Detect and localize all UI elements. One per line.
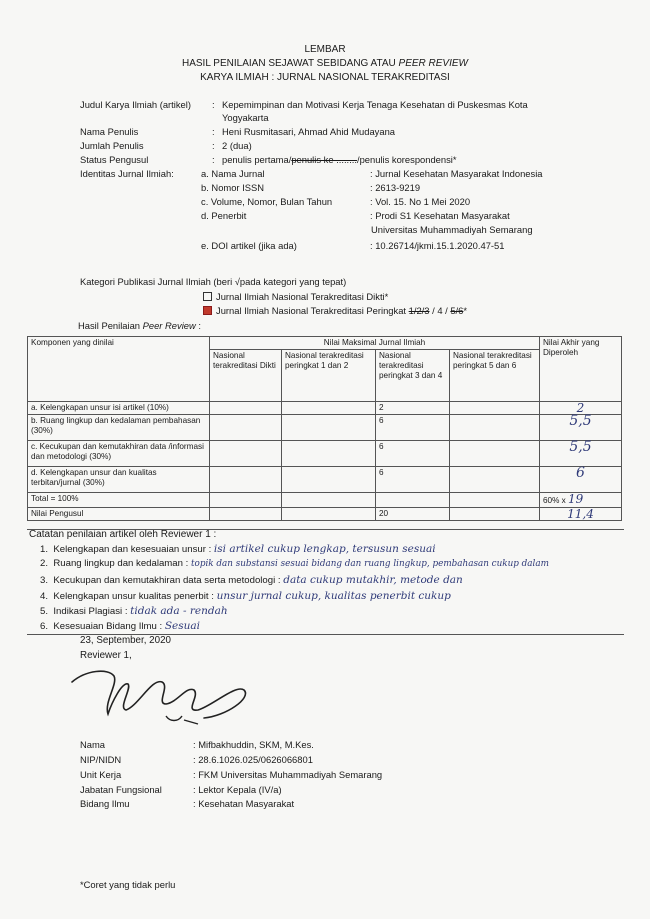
identitas-value-e: : 10.26714/jkmi.15.1.2020.47-51 [370, 240, 505, 251]
jumlah-label: Jumlah Penulis [80, 140, 144, 151]
row-akhir: 5,5 [540, 441, 622, 467]
identitas-label-b: b. Nomor ISSN [201, 182, 265, 193]
item-handwriting: data cukup mutakhir, metode dan [283, 574, 463, 586]
status-value [222, 154, 457, 165]
checkbox-checked-icon[interactable] [203, 306, 212, 315]
status-label: Status Pengusul [80, 154, 149, 165]
identity-value-nip: : 28.6.1026.025/0626066801 [193, 754, 313, 765]
hasil-colon: : [195, 320, 201, 331]
identity-label-unit: Unit Kerja [80, 769, 122, 780]
title-peer-review: PEER REVIEW [398, 58, 468, 69]
item-label: Kelengkapan unsur kualitas penerbit : [53, 591, 214, 602]
item-handwriting: isi artikel cukup lengkap, tersusun sesuai [213, 543, 436, 555]
status-a: penulis pertama/ [222, 154, 292, 165]
penerbit-line-2: Universitas Muhammadiyah Semarang [371, 224, 533, 235]
row-komponen: b. Ruang lingkup dan kedalaman pembahasan (30%) [28, 415, 210, 441]
colon: : [212, 99, 215, 110]
identity-label-bidang: Bidang Ilmu [80, 798, 130, 809]
item-handwriting: unsur jurnal cukup, kualitas penerbit cukup [216, 590, 451, 602]
penerbit: Prodi S1 Kesehatan Masyarakat [375, 210, 510, 221]
cell-empty [282, 402, 376, 415]
hasil-peer-review: Peer Review [142, 320, 196, 331]
table-row-pengusul [28, 508, 622, 521]
kategori-opt2-mid: / 4 / [429, 305, 451, 316]
identitas-label-c: c. Volume, Nomor, Bulan Tahun [201, 196, 333, 207]
hasil-text: Hasil Penilaian [78, 320, 143, 331]
identitas-label-e: e. DOI artikel (jika ada) [201, 240, 297, 251]
row-nilai: 6 [376, 415, 450, 441]
pengusul-nilai: 20 [376, 508, 450, 521]
identitas-value-d: : Prodi S1 Kesehatan Masyarakat [370, 210, 510, 221]
pengusul-akhir: 11,4 [540, 508, 622, 521]
judul-value-2: Yogyakarta [222, 112, 269, 123]
total-prefix: 60% x [543, 496, 566, 505]
item-label: Ruang lingkup dan kedalaman : [53, 558, 189, 569]
colon: : [212, 126, 215, 137]
footnote: *Coret yang tidak perlu [80, 879, 176, 890]
row-nilai: 2 [376, 402, 450, 415]
cell-empty [210, 467, 282, 493]
item-label: Kesesuaian Bidang Ilmu : [53, 621, 163, 632]
item-number: 1. [40, 544, 49, 555]
identity-label-jabatan: Jabatan Fungsional [80, 784, 162, 795]
cell-empty [282, 493, 376, 508]
jumlah-value: 2 (dua) [222, 140, 252, 151]
row-nilai: 6 [376, 441, 450, 467]
cell-empty [210, 402, 282, 415]
row-akhir: 5,5 [540, 415, 622, 441]
table-row [28, 441, 622, 467]
judul-label: Judul Karya Ilmiah (artikel) [80, 99, 191, 110]
catatan-heading: Catatan penilaian artikel oleh Reviewer 1 : [29, 529, 217, 540]
identity-value-jabatan: : Lektor Kepala (IV/a) [193, 784, 282, 795]
status-struck: penulis ke ........ [291, 154, 357, 165]
table-row-total [28, 493, 622, 508]
cell-empty [282, 508, 376, 521]
doi: 10.26714/jkmi.15.1.2020.47-51 [375, 240, 505, 251]
table-header-nilai-akhir: Nilai Akhir yang Diperoleh [540, 337, 622, 402]
catatan-item [40, 590, 451, 602]
item-number: 4. [40, 591, 49, 602]
doc-title-karya: KARYA ILMIAH : JURNAL NASIONAL TERAKREDITASI [200, 72, 450, 83]
identitas-value-a: : Jurnal Kesehatan Masyarakat Indonesia [370, 168, 543, 179]
issn: 2613-9219 [375, 182, 421, 193]
identitas-label-d: d. Penerbit [201, 210, 247, 221]
cell-empty [450, 415, 540, 441]
row-akhir: 6 [540, 467, 622, 493]
cell-empty [282, 441, 376, 467]
checkbox-empty-icon[interactable] [203, 292, 212, 301]
kategori-struck-2: 5/6 [450, 305, 464, 316]
table-header-komponen: Komponen yang dinilai [28, 337, 210, 402]
item-number: 3. [40, 575, 49, 586]
identitas-label: Identitas Jurnal Ilmiah: [80, 168, 174, 179]
status-c: /penulis korespondensi* [356, 154, 457, 165]
row-akhir: 2 [540, 402, 622, 415]
kategori-opt1-label: Jurnal Ilmiah Nasional Terakreditasi Dikti* [216, 291, 389, 302]
signature-image [66, 654, 286, 734]
kategori-asterisk: * [463, 305, 468, 316]
title-text: HASIL PENILAIAN SEJAWAT SEBIDANG ATAU [181, 58, 399, 69]
identitas-value-b: : 2613-9219 [370, 182, 421, 193]
kategori-option-peringkat[interactable] [203, 305, 467, 316]
total-handwritten: 19 [568, 492, 584, 506]
kategori-heading: Kategori Publikasi Jurnal Ilmiah (beri √pada kategori yang tepat) [80, 276, 347, 287]
penulis-value: Heni Rusmitasari, Ahmad Ahid Mudayana [222, 126, 396, 137]
row-komponen: c. Kecukupan dan kemutakhiran data /informasi dan metodologi (30%) [28, 441, 210, 467]
colon: : [212, 140, 215, 151]
item-number: 6. [40, 621, 49, 632]
doc-title-lembar: LEMBAR [304, 44, 346, 55]
cell-empty [450, 441, 540, 467]
item-label: Kelengkapan dan kesesuaian unsur : [53, 544, 212, 555]
total-akhir [540, 493, 622, 508]
item-handwriting: tidak ada - rendah [130, 605, 228, 617]
cell-empty [210, 493, 282, 508]
cell-empty [210, 441, 282, 467]
cell-empty [450, 493, 540, 508]
doc-title-hasil [0, 58, 650, 69]
table-row [28, 402, 622, 415]
penulis-label: Nama Penulis [80, 126, 139, 137]
judul-value: Kepemimpinan dan Motivasi Kerja Tenaga Kesehatan di Puskesmas Kota [222, 99, 528, 110]
reviewer-label: Reviewer 1, [80, 650, 132, 661]
table-subheader: Nasional terakreditasi peringkat 3 dan 4 [376, 350, 450, 402]
table-subheader: Nasional terakreditasi peringkat 5 dan 6 [450, 350, 540, 402]
kategori-struck-1: 1/2/3 [408, 305, 430, 316]
cell-empty [450, 402, 540, 415]
catatan-item [40, 620, 200, 632]
cell-empty [450, 467, 540, 493]
table-row [28, 415, 622, 441]
item-handwriting: topik dan substansi sesuai bidang dan ruang lingkup, pembahasan cukup dalam [190, 559, 549, 569]
cell-empty [282, 415, 376, 441]
table-row [28, 467, 622, 493]
cell-empty [376, 493, 450, 508]
cell-empty [282, 467, 376, 493]
item-number: 5. [40, 606, 49, 617]
nama-jurnal: Jurnal Kesehatan Masyarakat Indonesia [375, 168, 543, 179]
identity-label-nip: NIP/NIDN [80, 754, 122, 765]
cell-empty [210, 508, 282, 521]
identitas-label-a: a. Nama Jurnal [201, 168, 265, 179]
kategori-option-dikti[interactable] [203, 291, 388, 302]
row-nilai: 6 [376, 467, 450, 493]
date: 23, September, 2020 [80, 635, 171, 646]
catatan-item [40, 558, 549, 569]
item-number: 2. [40, 558, 49, 569]
table-subheader: Nasional terakreditasi peringkat 1 dan 2 [282, 350, 376, 402]
pengusul-label: Nilai Pengusul [28, 508, 210, 521]
item-label: Kecukupan dan kemutakhiran data serta metodologi : [53, 575, 281, 586]
cell-empty [210, 415, 282, 441]
identity-value-nama: : Mifbakhuddin, SKM, M.Kes. [193, 739, 314, 750]
table-header-nilai-maks: Nilai Maksimal Jurnal Ilmiah [210, 337, 540, 350]
row-komponen: d. Kelengkapan unsur dan kualitas terbitan/jurnal (30%) [28, 467, 210, 493]
volume: Vol. 15. No 1 Mei 2020 [375, 196, 471, 207]
identity-value-unit: : FKM Universitas Muhammadiyah Semarang [193, 769, 383, 780]
item-label: Indikasi Plagiasi : [53, 606, 128, 617]
hasil-label [78, 320, 201, 331]
item-handwriting: Sesuai [164, 620, 201, 632]
table-subheader: Nasional terakreditasi Dikti [210, 350, 282, 402]
kategori-opt2-label: Jurnal Ilmiah Nasional Terakreditasi Peringkat [216, 305, 409, 316]
identity-value-bidang: : Kesehatan Masyarakat [193, 798, 295, 809]
identity-label-nama: Nama [80, 739, 106, 750]
row-komponen: a. Kelengkapan unsur isi artikel (10%) [28, 402, 210, 415]
catatan-item [40, 543, 436, 555]
total-label: Total = 100% [28, 493, 210, 508]
cell-empty [450, 508, 540, 521]
penilaian-table [27, 336, 622, 521]
identitas-value-c: : Vol. 15. No 1 Mei 2020 [370, 196, 471, 207]
colon: : [212, 154, 215, 165]
catatan-item [40, 605, 228, 617]
catatan-item [40, 574, 463, 586]
